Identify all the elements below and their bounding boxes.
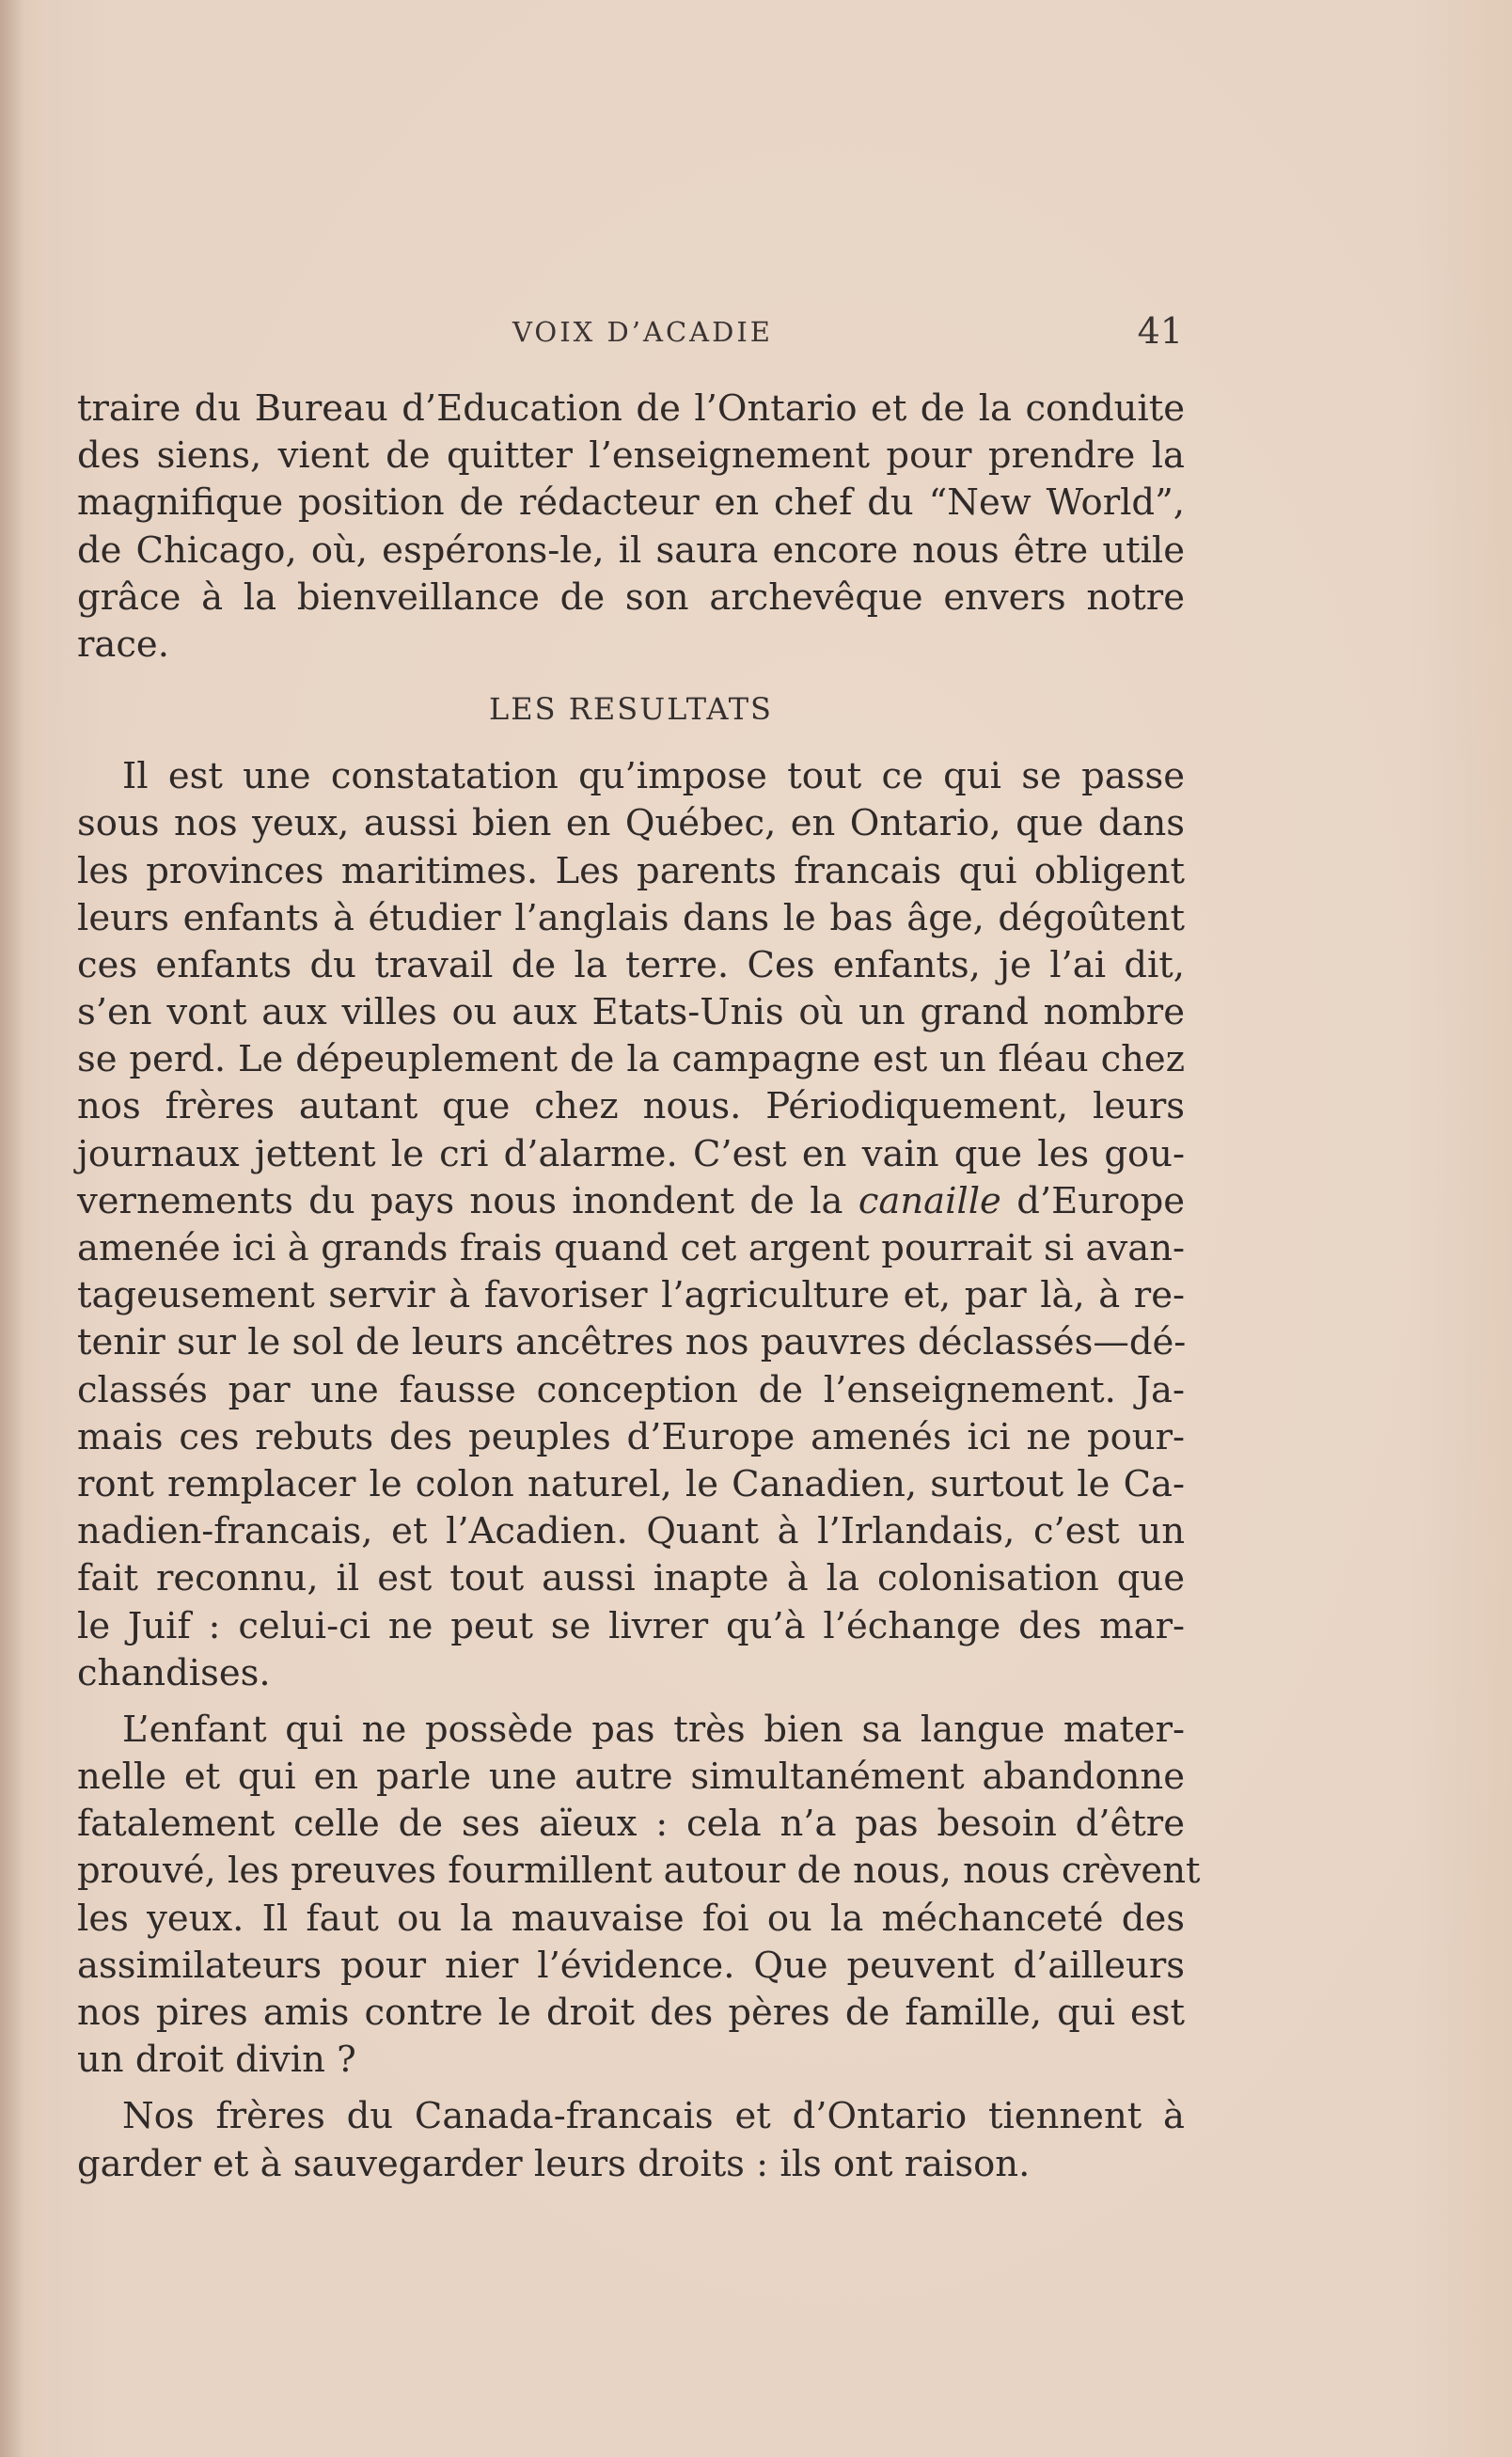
text-line: ront remplacer le colon naturel, le Canadien, surtout le Ca- — [77, 1462, 1185, 1505]
text-line: fatalement celle de ses aïeux : cela n’a pas besoin d’être — [77, 1803, 1185, 1846]
text-line: des siens, vient de quitter l’enseignement pour prendre la — [77, 434, 1185, 478]
text-line: Nos frères du Canada-francais et d’Ontario tiennent à — [122, 2095, 1185, 2138]
text-line: de Chicago, où, espérons-le, il saura encore nous être utile — [77, 528, 1185, 572]
page-number: 41 — [1137, 310, 1183, 352]
text-line: les provinces maritimes. Les parents francais qui obligent — [77, 849, 1185, 892]
page-binding-shadow — [0, 0, 24, 2457]
text-line: traire du Bureau d’Education de l’Ontario et de la conduite — [77, 387, 1185, 430]
text-line: classés par une fausse conception de l’enseignement. Ja- — [77, 1368, 1185, 1411]
text-line: Il est une constatation qu’impose tout ce qui se passe — [122, 755, 1185, 798]
paragraph-2 — [77, 753, 1185, 1697]
text-line: sous nos yeux, aussi bien en Québec, en Ontario, que dans — [77, 802, 1185, 845]
italic-word: canaille — [858, 1179, 1001, 1222]
text-line: tageusement servir à favoriser l’agriculture et, par là, à re- — [77, 1274, 1185, 1317]
text-line: nos frères autant que chez nous. Périodiquement, leurs — [77, 1085, 1185, 1128]
text-line: journaux jettent le cri d’alarme. C’est en vain que les gou- — [77, 1132, 1185, 1175]
paragraph-gap — [77, 1697, 1185, 1707]
text-line-with-italic — [77, 1178, 1185, 1225]
text-line: tenir sur le sol de leurs ancêtres nos pauvres déclassés—dé- — [77, 1321, 1187, 1364]
text-line: grâce à la bienveillance de son archevêque envers notre — [77, 575, 1185, 619]
text-line: amenée ici à grands frais quand cet argent pourrait si avan- — [77, 1227, 1185, 1269]
text-line: se perd. Le dépeuplement de la campagne est un fléau chez — [77, 1038, 1185, 1081]
text-segment: d’Europe — [1016, 1179, 1185, 1222]
text-line: nelle et qui en parle une autre simultanément abandonne — [77, 1756, 1185, 1799]
paragraph-gap — [77, 2084, 1185, 2093]
paragraph-1 — [77, 386, 1185, 669]
paragraph-4 — [77, 2093, 1185, 2187]
text-line: leurs enfants à étudier l’anglais dans le bas âge, dégoûtent — [77, 896, 1185, 939]
text-line: prouvé, les preuves fourmillent autour de nous, nous crèvent — [77, 1850, 1201, 1893]
section-heading: LES RESULTATS — [489, 691, 773, 728]
text-line: magnifique position de rédacteur en chef du “New World”, — [77, 481, 1185, 525]
text-line: nadien-francais, et l’Acadien. Quant à l’Irlandais, c’est un — [77, 1510, 1185, 1553]
text-line: L’enfant qui ne possède pas très bien sa langue mater- — [122, 1708, 1185, 1751]
text-line: nos pires amis contre le droit des pères de famille, qui est — [77, 1992, 1185, 2034]
text-line: assimilateurs pour nier l’évidence. Que peuvent d’ailleurs — [77, 1944, 1185, 1987]
text-line: fait reconnu, il est tout aussi inapte à la colonisation que — [77, 1557, 1185, 1600]
text-line: ces enfants du travail de la terre. Ces enfants, je l’ai dit, — [77, 943, 1185, 986]
text-line: un droit divin ? — [77, 2039, 356, 2082]
body-text — [77, 386, 1201, 2188]
running-head — [85, 310, 1183, 354]
text-line: mais ces rebuts des peuples d’Europe amenés ici ne pour- — [77, 1415, 1185, 1458]
text-line: race. — [77, 622, 169, 666]
running-head-title: VOIX D’ACADIE — [512, 316, 773, 348]
text-segment: vernements du pays nous inondent de la — [77, 1179, 843, 1222]
text-line: le Juif : celui-ci ne peut se livrer qu’à l’échange des mar- — [77, 1604, 1185, 1647]
text-line: s’en vont aux villes ou aux Etats-Unis où un grand nombre — [77, 991, 1185, 1034]
text-line: garder et à sauvegarder leurs droits : ils ont raison. — [77, 2142, 1031, 2185]
text-line: chandises. — [77, 1651, 271, 1694]
text-line: les yeux. Il faut ou la mauvaise foi ou la méchanceté des — [77, 1897, 1185, 1940]
paragraph-3 — [77, 1707, 1201, 2085]
